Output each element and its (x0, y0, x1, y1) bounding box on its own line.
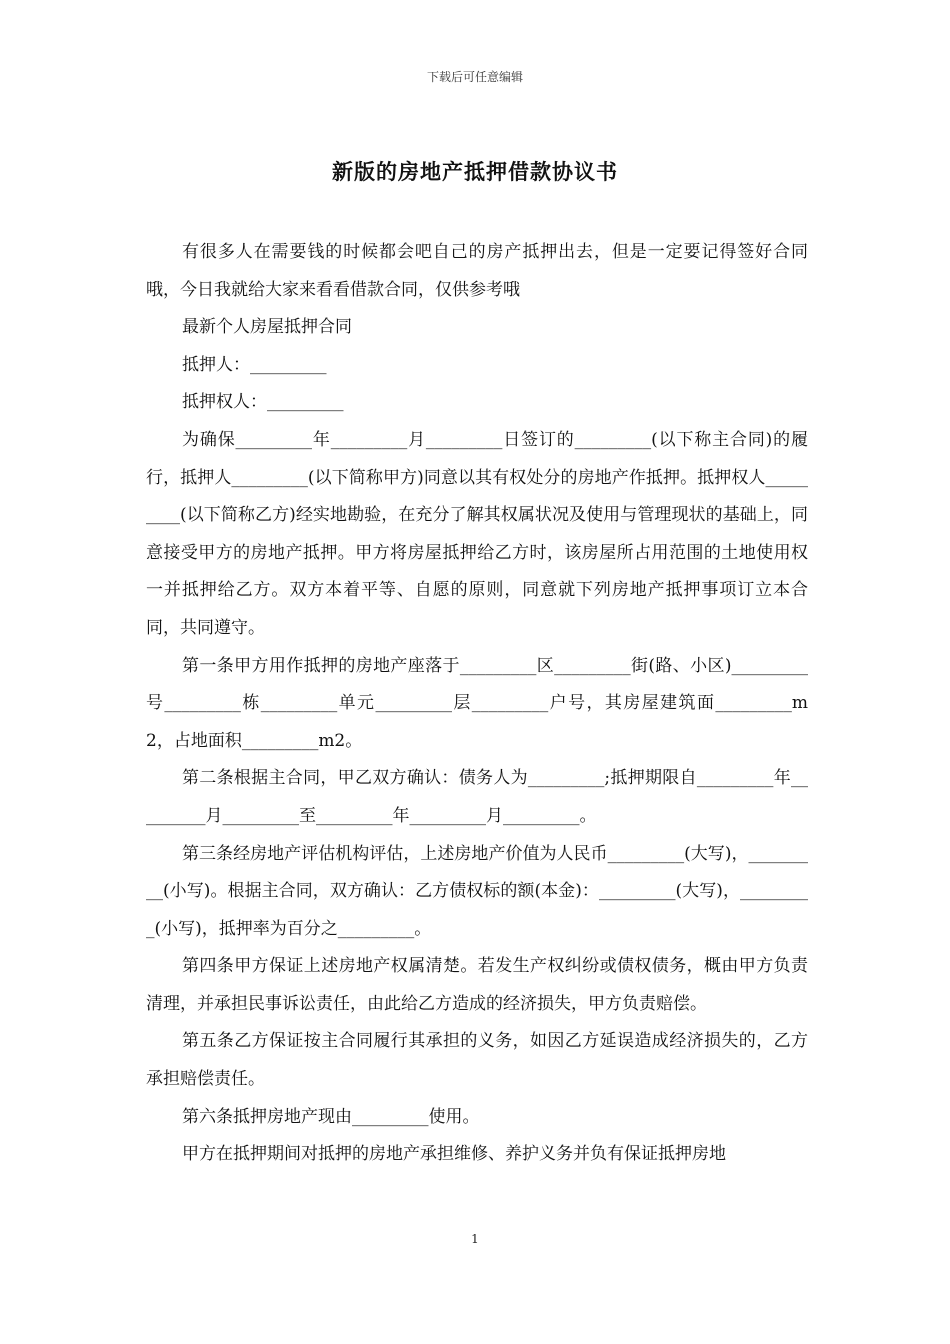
paragraph-article-2: 第二条根据主合同，甲乙双方确认：债务人为_________;抵押期限自_________年_________月_________至_________年_________月_________。 (146, 768, 808, 826)
page-number: 1 (471, 1232, 479, 1246)
paragraph-article-3: 第三条经房地产评估机构评估，上述房地产价值为人民币_________(大写)，_________(小写)。根据主合同，双方确认：乙方债权标的额(本金)：_________(大写)，_________(小写)，抵押率为百分之_________。 (146, 843, 808, 939)
document-body (146, 234, 808, 1174)
page-header-note: 下载后可任意编辑 (426, 70, 523, 84)
paragraph-mortgagee: 抵押权人：_________ (182, 392, 344, 413)
paragraph-article-4: 第四条甲方保证上述房地产权属清楚。若发生产权纠纷或债权债务，概由甲方负责清理，并承担民事诉讼责任，由此给乙方造成的经济损失，甲方负责赔偿。 (146, 956, 808, 1014)
paragraph-mortgagor: 抵押人：_________ (182, 354, 327, 375)
paragraph-intro: 有很多人在需要钱的时候都会吧自己的房产抵押出去，但是一定要记得签好合同哦，今日我就给大家来看看借款合同，仅供参考哦 (146, 242, 808, 300)
paragraph-continuation: 甲方在抵押期间对抵押的房地产承担维修、养护义务并负有保证抵押房地 (182, 1144, 726, 1165)
paragraph-preamble: 为确保_________年_________月_________日签订的_________(以下称主合同)的履行，抵押人_________(以下简称甲方)同意以其有权处分的房地产作抵押。抵押权人_________(以下简称乙方)经实地勘验，在充分了解其权属状况及使用与管理现状的基础上，同意接受甲方的房地产抵押。甲方将房屋抵押给乙方时，该房屋所占用范围的土地使用权一并抵押给乙方。双方本着平等、自愿的原则，同意就下列房地产抵押事项订立本合同，共同遵守。 (146, 429, 808, 638)
document-title: 新版的房地产抵押借款协议书 (332, 159, 618, 184)
paragraph-article-6: 第六条抵押房地产现由_________使用。 (182, 1106, 480, 1127)
paragraph-article-1: 第一条甲方用作抵押的房地产座落于_________区_________街(路、小区)_________号_________栋_________单元_________层_________户号，其房屋建筑面_________m2，占地面积_________m2。 (146, 655, 808, 751)
paragraph-subtitle: 最新个人房屋抵押合同 (182, 317, 352, 338)
paragraph-article-5: 第五条乙方保证按主合同履行其承担的义务，如因乙方延误造成经济损失的，乙方承担赔偿责任。 (146, 1031, 808, 1090)
